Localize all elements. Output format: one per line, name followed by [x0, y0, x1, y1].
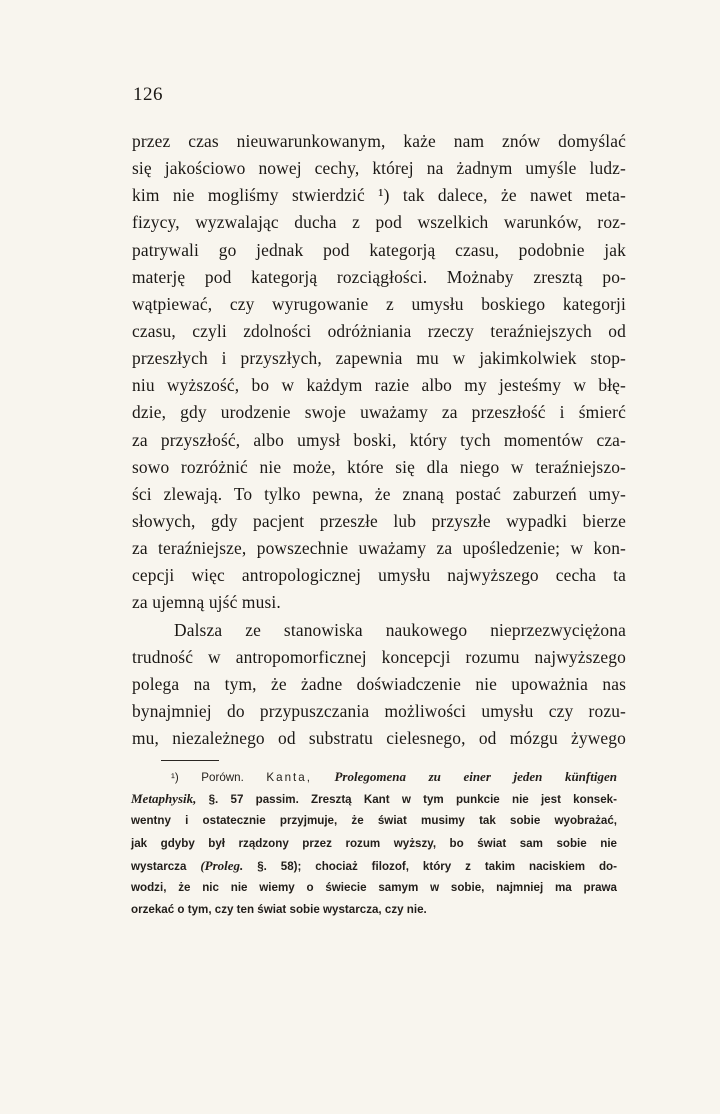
text-line: przeszłych i przyszłych, zapewnia mu w jakimkolwiek stop-	[132, 348, 626, 369]
text-line: dzie, gdy urodzenie swoje uważamy za przeszłość i śmierć	[132, 402, 626, 423]
text-line: za przyszłość, albo umysł boski, który tych momentów cza-	[132, 429, 626, 450]
text-line: się jakościowo nowej cechy, której na żadnym umyśle ludz-	[132, 158, 626, 179]
footnote-cited-title: (Proleg.	[200, 857, 244, 873]
footnote-line: jak gdyby był rządzony przez rozum wyższy, bo świat sam sobie nie	[131, 836, 617, 850]
text-line: wątpiewać, czy wyrugowanie z umysłu boskiego kategorji	[132, 293, 626, 314]
footnote-line: wentny i ostatecznie przyjmuje, że świat musimy tak sobie wyobrażać,	[131, 814, 617, 828]
text-line: materję pod kategorją rozciągłości. Możnaby zresztą po-	[132, 266, 626, 287]
text-line: trudność w antropomorficznej koncepcji rozumu najwyższego	[132, 646, 626, 667]
footnote-cited-title: Prolegomena zu einer jeden künftigen	[334, 769, 617, 784]
footnote-line	[131, 855, 617, 877]
footnote-author: Kanta,	[266, 771, 312, 784]
text-line: patrywali go jednak pod kategorją czasu, podobnie jak	[132, 239, 626, 260]
footnote-line: orzekać o tym, czy ten świat sobie wystarcza, czy nie.	[131, 903, 427, 917]
text-line: przez czas nieuwarunkowanym, każe nam znów domyślać	[132, 131, 626, 151]
text-line: bynajmniej do przypuszczania możliwości umysłu czy rozu-	[132, 700, 626, 721]
footnote-text: §. 58); chociaż filozof, który z takim naciskiem do-	[257, 859, 617, 873]
text-line: słowych, gdy pacjent przeszłe lub przyszłe wypadki bierze	[132, 510, 626, 531]
footnote-line	[131, 788, 617, 810]
text-line: kim nie mogliśmy stwierdzić ¹) tak dalece, że nawet meta-	[132, 185, 626, 206]
footnote	[131, 766, 617, 921]
footnote-text: §. 57 passim. Zresztą Kant w tym punkcie nie jest konsek-	[208, 793, 617, 807]
text-line: niu wyższość, bo w każdym razie albo my jesteśmy w błę-	[132, 375, 626, 396]
text-line: cepcji więc antropologicznej umysłu najwyższego cecha ta	[132, 565, 626, 586]
text-line: czasu, czyli zdolności odróżniania rzeczy teraźniejszych od	[132, 320, 626, 341]
footnote-line	[131, 766, 617, 788]
text-line: sowo rozróżnić nie może, które się dla niego w teraźniejszo-	[132, 456, 626, 477]
text-line: polega na tym, że żadne doświadczenie nie upoważnia nas	[132, 673, 626, 694]
text-line: za teraźniejsze, powszechnie uważamy za upośledzenie; w kon-	[132, 538, 626, 559]
footnote-text: Porówn.	[201, 771, 244, 784]
footnote-divider	[161, 760, 219, 761]
text-line: fizycy, wyzwalając ducha z pod wszelkich warunków, roz-	[132, 212, 626, 233]
text-line: mu, niezależnego od substratu cielesnego, od mózgu żywego	[132, 728, 626, 749]
body-text	[132, 128, 626, 752]
footnote-line: wodzi, że nic nie wiemy o świecie samym w sobie, najmniej ma prawa	[131, 880, 617, 894]
paragraph-first-line: Dalsza ze stanowiska naukowego nieprzezwyciężona	[174, 619, 626, 640]
page-number: 126	[133, 84, 163, 105]
text-line: za ujemną ujść musi.	[132, 592, 281, 613]
text-line: ści zlewają. To tylko pewna, że znaną postać zaburzeń umy-	[132, 483, 626, 504]
footnote-text: wystarcza	[131, 859, 187, 873]
footnote-cited-title: Metaphysik,	[131, 791, 197, 807]
footnote-marker: ¹)	[171, 771, 179, 784]
